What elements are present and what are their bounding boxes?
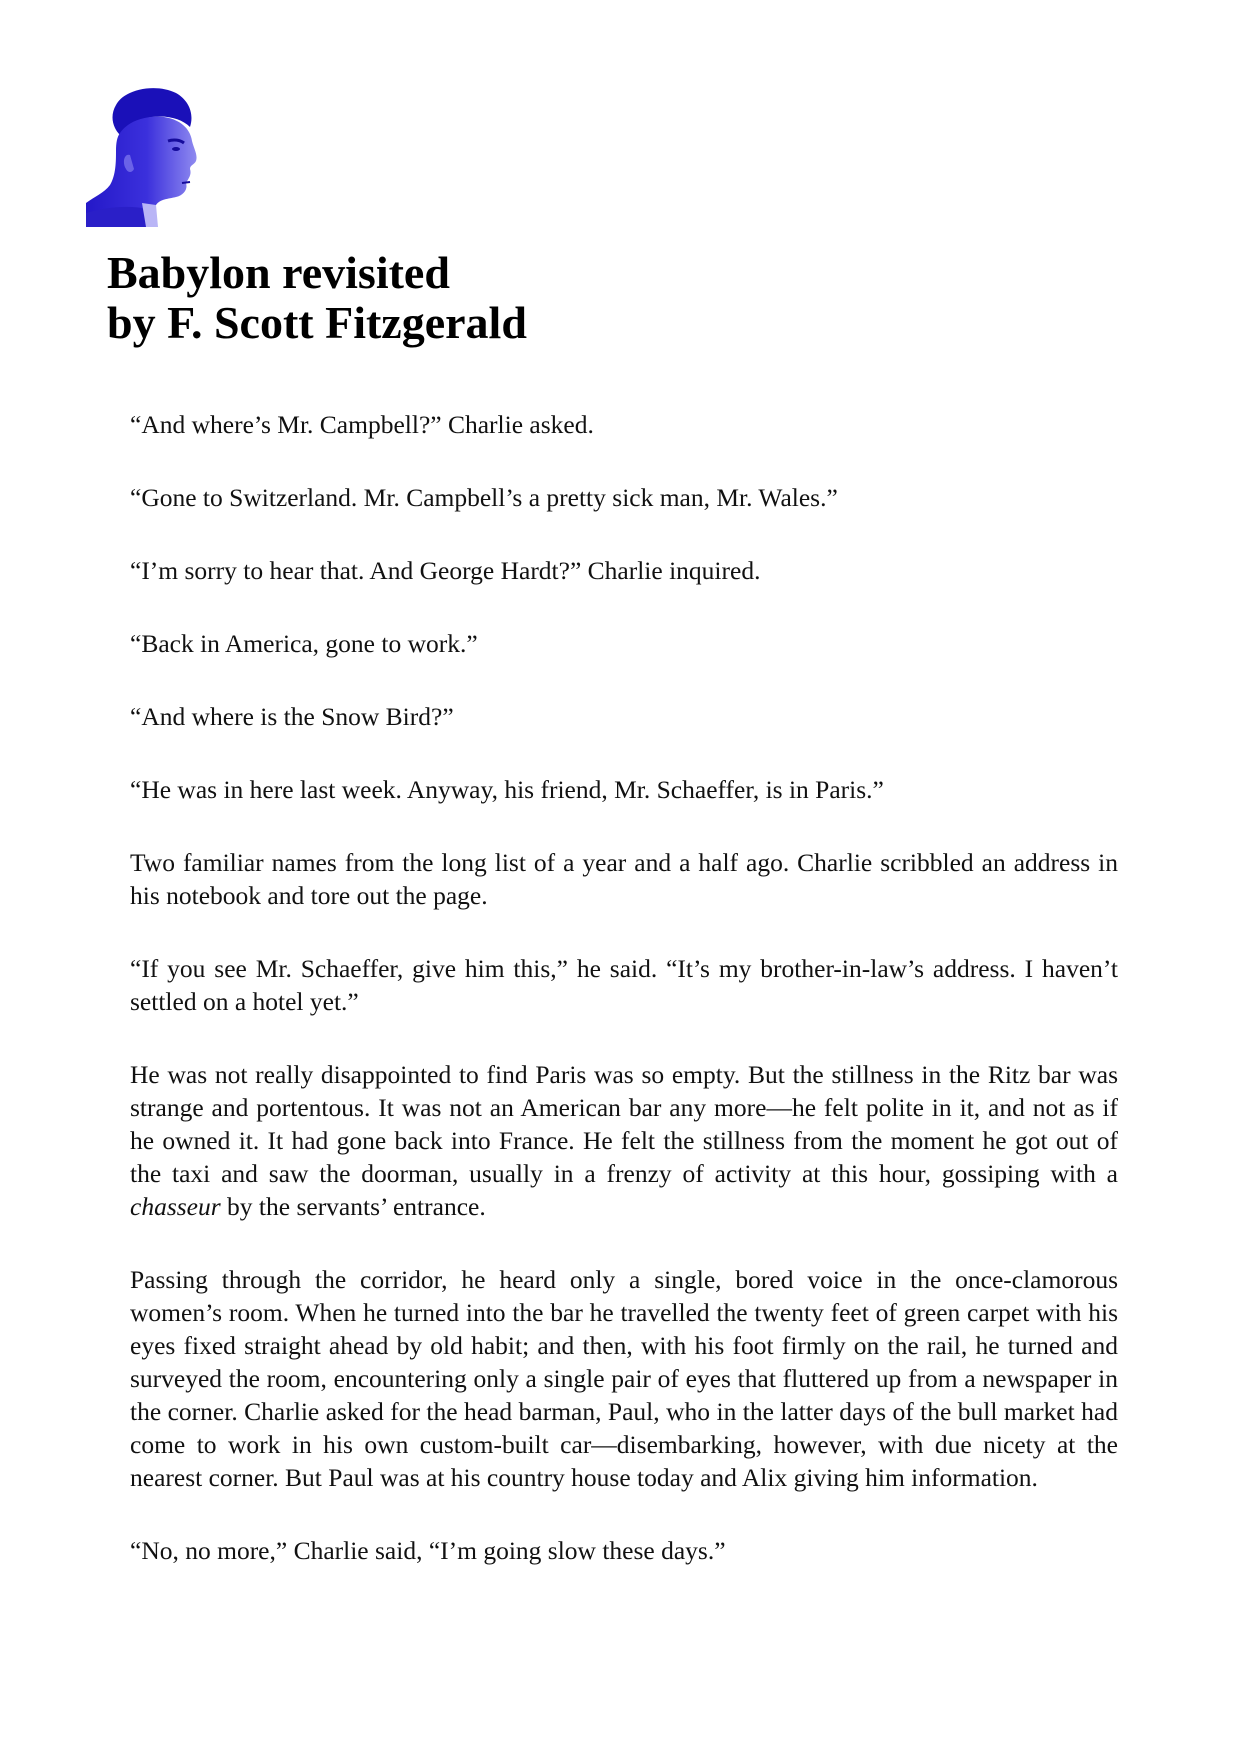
story-body (130, 408, 1118, 1607)
paragraph-10: Passing through the corridor, he heard only a single, bored voice in the once-clamorous women’s room. When he turned into the bar he travelled the twenty feet of green carpet with his eyes fixed straight ahead by old habit; and then, with his foot firmly on the rail, he turned and surveyed the room, encountering only a single pair of eyes that fluttered up from a newspaper in the corner. Charlie asked for the head barman, Paul, who in the latter days of the bull market had come to work in his own custom-built car—disembarking, however, with due nicety at the nearest corner. But Paul was at his country house today and Alix giving him information. (130, 1265, 1118, 1492)
author-byline: by F. Scott Fitzgerald (107, 297, 527, 348)
paragraph-9 (130, 1058, 1118, 1223)
paragraph-5: “And where is the Snow Bird?” (130, 702, 454, 731)
document-title (107, 248, 527, 348)
paragraph-4: “Back in America, gone to work.” (130, 629, 478, 658)
paragraph-6: “He was in here last week. Anyway, his friend, Mr. Schaeffer, is in Paris.” (130, 775, 884, 804)
story-title: Babylon revisited (107, 247, 450, 298)
paragraph-2: “Gone to Switzerland. Mr. Campbell’s a pretty sick man, Mr. Wales.” (130, 483, 838, 512)
paragraph-3: “I’m sorry to hear that. And George Hardt?” Charlie inquired. (130, 556, 761, 585)
paragraph-8: “If you see Mr. Schaeffer, give him this,” he said. “It’s my brother-in-law’s address. I haven’t settled on a hotel yet.” (130, 954, 1118, 1016)
paragraph-9-text-a: He was not really disappointed to find Paris was so empty. But the stillness in the Ritz bar was strange and portentous. It was not an American bar any more—he felt polite in it, and not as if he owned it. It had gone back into France. He felt the stillness from the moment he got out of the taxi and saw the doorman, usually in a frenzy of activity at this hour, gossiping with a (130, 1060, 1118, 1188)
chasseur-italic: chasseur (130, 1192, 221, 1221)
paragraph-1: “And where’s Mr. Campbell?” Charlie asked. (130, 410, 594, 439)
paragraph-7: Two familiar names from the long list of a year and a half ago. Charlie scribbled an address in his notebook and tore out the page. (130, 848, 1118, 910)
paragraph-9-text-b: by the servants’ entrance. (220, 1192, 486, 1221)
author-portrait-icon (86, 85, 202, 227)
paragraph-11: “No, no more,” Charlie said, “I’m going slow these days.” (130, 1536, 726, 1565)
